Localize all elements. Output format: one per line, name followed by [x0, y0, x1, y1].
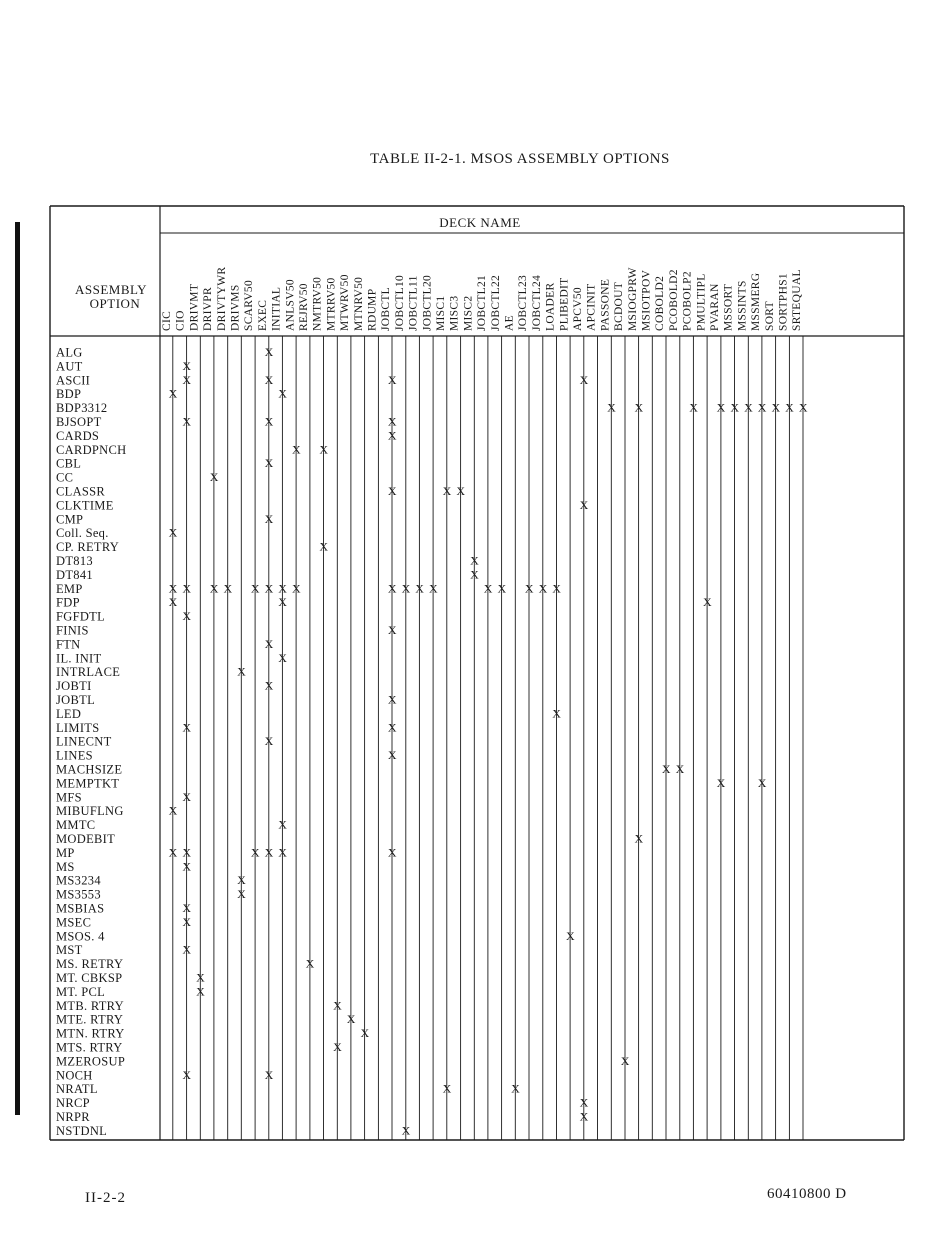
deck-label: JOBCTL21 — [476, 274, 489, 331]
option-label: MS3234 — [56, 873, 101, 888]
deck-label: PCOBOLP2 — [681, 271, 694, 331]
deck-name-header: DECK NAME — [439, 215, 521, 230]
option-mark: X — [182, 901, 192, 915]
option-mark: X — [237, 873, 246, 888]
option-mark: X — [182, 414, 192, 429]
deck-label: PCOBOLD2 — [667, 269, 680, 331]
option-mark: X — [702, 595, 712, 610]
option-mark: X — [579, 497, 589, 512]
option-label: CP. RETRY — [56, 540, 120, 555]
option-mark: X — [278, 845, 287, 860]
option-mark: X — [442, 1081, 452, 1096]
option-mark: X — [675, 762, 685, 776]
document-number: 60410800 D — [767, 1186, 847, 1202]
option-label: CC — [56, 470, 74, 485]
option-mark: X — [798, 400, 808, 415]
option-mark: X — [209, 470, 219, 485]
option-mark: X — [757, 400, 767, 415]
option-mark: X — [168, 595, 178, 610]
option-label: INTRLACE — [56, 665, 121, 680]
option-mark: X — [264, 1067, 274, 1082]
assembly-option-labels — [56, 346, 126, 1138]
option-label: MP — [56, 845, 75, 860]
deck-label: SORT — [763, 301, 776, 331]
option-mark: X — [552, 581, 561, 596]
option-mark: X — [387, 720, 397, 735]
option-mark: X — [387, 484, 397, 498]
option-mark: X — [415, 581, 424, 596]
option-label: MTS. RTRY — [56, 1040, 123, 1055]
option-mark: X — [387, 428, 397, 443]
option-mark: X — [196, 970, 205, 985]
deck-label: DRIVPR — [202, 287, 215, 331]
option-mark: X — [565, 928, 575, 943]
option-mark: X — [319, 442, 329, 457]
deck-label: BCDOUT — [613, 281, 626, 331]
option-label: NSTDNL — [56, 1123, 108, 1138]
option-mark: X — [333, 998, 342, 1013]
option-label: CMP — [56, 512, 84, 527]
deck-label: MISC2 — [462, 295, 475, 331]
option-label: MT. PCL — [56, 984, 106, 999]
deck-label: ANLSV50 — [284, 279, 297, 331]
option-mark: X — [785, 400, 794, 415]
option-mark: X — [538, 581, 548, 596]
option-mark: X — [182, 914, 192, 929]
option-mark: X — [264, 345, 274, 359]
option-mark: X — [387, 692, 397, 707]
option-mark: X — [278, 595, 287, 610]
deck-label: JOBCTL20 — [421, 274, 434, 331]
option-mark: X — [360, 1026, 370, 1041]
option-mark: X — [291, 581, 301, 596]
option-mark: X — [497, 581, 507, 596]
deck-label: RDUMP — [366, 288, 379, 331]
option-label: NRCP — [56, 1096, 90, 1111]
option-label: LINECNT — [56, 734, 112, 749]
option-label: MTN. RTRY — [56, 1026, 125, 1041]
option-mark: X — [264, 636, 274, 651]
option-mark: X — [264, 678, 274, 693]
option-mark: X — [182, 358, 192, 373]
option-mark: X — [264, 414, 274, 429]
deck-label: APCINIT — [585, 283, 598, 331]
option-mark: X — [264, 581, 274, 596]
option-label: MACHSIZE — [56, 762, 123, 777]
option-label: MSEC — [56, 915, 92, 930]
option-mark: X — [182, 859, 192, 874]
option-label: MSBIAS — [56, 901, 105, 916]
deck-label: MSSINTS — [736, 280, 749, 331]
option-label: MS — [56, 859, 75, 874]
deck-label: AE — [503, 315, 516, 331]
deck-name-labels — [161, 267, 803, 331]
option-mark: X — [387, 414, 397, 429]
option-mark: X — [552, 706, 561, 721]
option-mark: X — [470, 567, 479, 582]
option-mark: X — [442, 484, 452, 498]
deck-label: JOBCTL23 — [517, 274, 530, 331]
table-title: TABLE II-2-1. MSOS ASSEMBLY OPTIONS — [370, 151, 670, 167]
deck-label: APCV50 — [572, 287, 584, 331]
deck-label: DRIVMS — [229, 284, 242, 331]
option-label: LED — [56, 706, 82, 721]
option-label: NRPR — [56, 1110, 90, 1124]
deck-label: SORTPHS1 — [777, 273, 790, 331]
deck-label: DRIVMT — [188, 283, 201, 331]
deck-label: MISC1 — [435, 295, 447, 331]
deck-label: JOBCTL11 — [407, 275, 420, 331]
option-mark: X — [237, 887, 246, 902]
option-label: JOBTI — [56, 679, 92, 694]
deck-label: MSIOGPRW — [626, 267, 639, 331]
option-mark: X — [305, 956, 315, 971]
option-mark: X — [346, 1012, 356, 1027]
option-mark: X — [319, 539, 329, 554]
option-label: CBL — [56, 456, 82, 471]
option-mark: X — [168, 525, 178, 540]
option-mark: X — [237, 664, 246, 679]
option-label: DT841 — [56, 567, 93, 582]
option-label: FINIS — [56, 623, 89, 638]
option-mark: X — [278, 581, 287, 596]
option-mark: X — [716, 775, 726, 790]
option-label: CLKTIME — [56, 498, 114, 513]
option-label: MTB. RTRY — [56, 998, 124, 1013]
option-label: MST — [56, 943, 83, 958]
deck-label: PMULTIPL — [695, 273, 708, 331]
option-mark: X — [757, 775, 767, 790]
option-label: JOBTL — [56, 693, 95, 707]
option-mark: X — [689, 400, 698, 415]
option-label: FTN — [56, 637, 81, 652]
option-mark: X — [182, 1067, 192, 1082]
deck-label: LOADER — [544, 282, 557, 331]
assembly-option-header-line1: ASSEMBLY — [74, 282, 148, 297]
deck-label: MSSORT — [722, 283, 735, 331]
option-mark: X — [579, 1109, 589, 1124]
option-label: MSOS. 4 — [56, 929, 105, 944]
option-mark: X — [182, 789, 192, 804]
option-label: ALG — [56, 345, 83, 360]
deck-label: SRTEQUAL — [791, 269, 804, 331]
option-mark: X — [607, 400, 616, 415]
deck-label: COBOLD2 — [654, 275, 667, 331]
option-mark: X — [209, 581, 219, 596]
deck-label: JOBCTL — [380, 287, 393, 331]
option-mark: X — [264, 734, 274, 749]
option-mark: X — [264, 456, 274, 471]
option-mark: X — [264, 372, 274, 387]
page-number: II-2-2 — [85, 1190, 126, 1206]
option-label: AUT — [56, 359, 83, 374]
option-mark: X — [771, 400, 781, 415]
deck-label: JOBCTL22 — [489, 274, 502, 331]
deck-label: MSSMERG — [750, 272, 763, 331]
option-mark: X — [182, 720, 192, 735]
option-mark: X — [387, 748, 397, 763]
option-mark: X — [250, 845, 260, 860]
option-mark: X — [744, 400, 753, 415]
deck-label: PVARAN — [709, 283, 721, 331]
option-label: BDP3312 — [56, 401, 108, 416]
option-label: FGFDTL — [56, 609, 106, 624]
option-mark: X — [634, 400, 644, 415]
option-mark: X — [278, 650, 287, 665]
deck-label: JOBCTL10 — [393, 274, 406, 331]
option-mark: X — [428, 581, 438, 596]
option-label: ASCII — [56, 373, 91, 388]
option-mark: X — [524, 581, 534, 596]
option-mark: X — [278, 817, 287, 832]
option-label: BJSOPT — [56, 415, 102, 429]
deck-label: REJRV50 — [298, 283, 310, 331]
option-mark: X — [456, 484, 466, 498]
option-mark: X — [730, 400, 740, 415]
option-mark: X — [511, 1081, 520, 1096]
option-mark: X — [387, 581, 397, 596]
option-mark: X — [620, 1053, 630, 1068]
option-mark: X — [483, 581, 493, 596]
option-label: MT. CBKSP — [56, 971, 123, 985]
option-mark: X — [264, 845, 274, 860]
option-label: BDP — [56, 387, 82, 402]
option-label: MIBUFLNG — [56, 804, 124, 819]
deck-label: MTWRV50 — [339, 274, 352, 331]
deck-label: EXEC — [256, 299, 269, 331]
option-mark: X — [470, 553, 479, 568]
deck-label: INITIAL — [270, 286, 283, 331]
option-label: DT813 — [56, 554, 93, 568]
option-mark: X — [250, 581, 260, 596]
option-mark: X — [291, 442, 301, 457]
option-mark: X — [168, 386, 178, 401]
option-label: CLASSR — [56, 484, 106, 499]
option-label: Coll. Seq. — [56, 526, 109, 541]
option-mark: X — [579, 372, 589, 387]
option-label: MFS — [56, 790, 82, 805]
option-mark: X — [223, 581, 233, 596]
option-label: LINES — [56, 748, 93, 763]
option-label: MTE. RTRY — [56, 1012, 124, 1027]
deck-label: DRIVTYWR — [215, 266, 228, 331]
option-label: NRATL — [56, 1082, 98, 1097]
option-label: MS3553 — [56, 887, 101, 902]
deck-label: MTRRV50 — [325, 277, 338, 331]
option-mark: X — [634, 831, 644, 846]
option-mark: X — [401, 581, 411, 596]
deck-label: PASSONE — [599, 278, 612, 331]
option-label: MODEBIT — [56, 832, 116, 846]
deck-label: MTNRV50 — [352, 276, 365, 331]
option-label: MS. RETRY — [56, 957, 124, 972]
option-mark: X — [182, 581, 192, 596]
option-label: CARDS — [56, 428, 100, 443]
deck-label: SCARV50 — [243, 279, 256, 331]
option-mark: X — [716, 400, 726, 415]
deck-label: CIC — [161, 310, 173, 331]
deck-label: NMTRV50 — [311, 276, 324, 331]
option-mark: X — [401, 1123, 411, 1138]
option-mark: X — [579, 1095, 589, 1110]
deck-label: MISC3 — [448, 295, 461, 331]
option-label: LIMITS — [56, 720, 100, 735]
option-mark: X — [182, 609, 192, 624]
option-mark: X — [387, 372, 397, 387]
option-label: MZEROSUP — [56, 1054, 126, 1069]
option-mark: X — [661, 762, 671, 776]
option-mark: X — [168, 845, 178, 860]
assembly-option-header-line2: OPTION — [89, 296, 141, 311]
option-label: MMTC — [56, 818, 96, 833]
option-mark: X — [196, 984, 205, 999]
option-mark: X — [387, 623, 397, 637]
option-label: EMP — [56, 581, 83, 596]
deck-label: MSIOTPOV — [640, 269, 653, 331]
option-label: CARDPNCH — [56, 442, 127, 457]
option-label: FDP — [56, 595, 80, 610]
option-mark: X — [168, 581, 178, 596]
deck-label: JOBCTL24 — [530, 274, 543, 331]
deck-label: PLIBEDIT — [558, 277, 571, 331]
option-mark: X — [333, 1040, 342, 1054]
table-grid-lines — [50, 206, 904, 1140]
option-label: NOCH — [56, 1068, 93, 1083]
option-mark: X — [182, 372, 192, 387]
option-label: IL. INIT — [56, 651, 102, 666]
option-label: MEMPTKT — [56, 776, 120, 791]
option-mark: X — [278, 386, 287, 401]
option-mark: X — [264, 511, 274, 526]
option-mark: X — [182, 845, 192, 860]
option-mark: X — [168, 803, 178, 818]
option-mark: X — [387, 845, 397, 860]
deck-label: CIO — [174, 310, 187, 331]
option-mark: X — [182, 942, 192, 957]
